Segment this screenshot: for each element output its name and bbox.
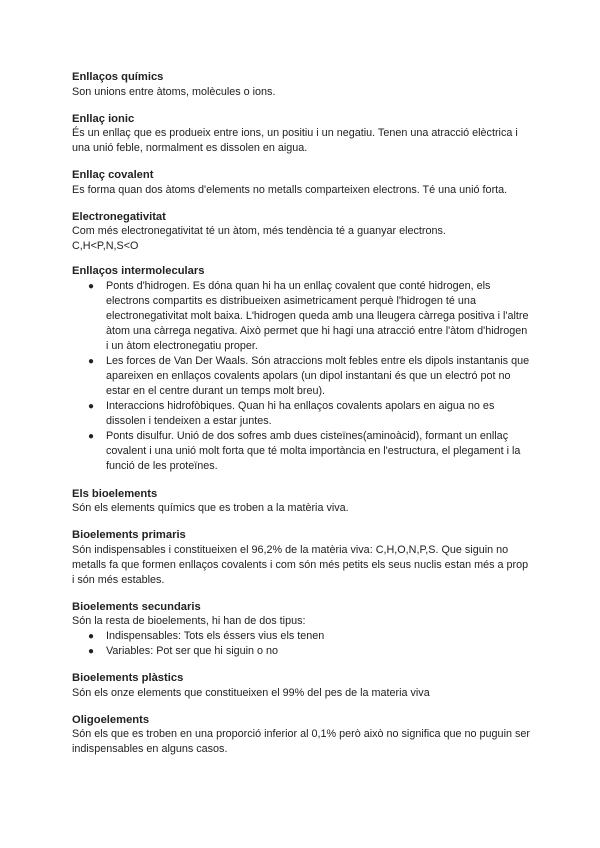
section-bioelements-secundaris: [72, 600, 532, 660]
section-heading: Electronegativitat: [72, 210, 166, 223]
bullet-icon: ●: [88, 430, 95, 442]
section-heading: Bioelements plàstics: [72, 672, 184, 684]
section-text: Són els elements químics que es troben a la matèria viva.: [72, 502, 349, 514]
list-item: [86, 279, 532, 354]
section-heading: Enllaços intermoleculars: [72, 265, 205, 277]
bullet-icon: ●: [88, 280, 95, 292]
list-item-text: Interaccions hidrofòbiques. Quan hi ha enllaços covalents apolars en aigua no es dissolen i tendeixen a estar juntes.: [106, 399, 495, 427]
list-item: [86, 399, 532, 429]
section-heading: Enllaç ionic: [72, 112, 135, 125]
list-item: [86, 629, 532, 644]
bullet-icon: ●: [88, 400, 95, 412]
section-text: Són els que es troben en una proporció inferior al 0,1% però això no significa que no puguin ser indispensables en alguns casos.: [72, 728, 530, 755]
section-enllacos-quimics: [72, 70, 532, 100]
list-item-text: Ponts disulfur. Unió de dos sofres amb dues cisteïnes(aminoàcid), formant un enllaç covalent i una unió molt forta que té molta importància en l'estructura, el plegament i la funció de les proteïnes.: [106, 429, 521, 472]
list-item: [86, 429, 532, 474]
list-item-text: Ponts d'hidrogen. Es dóna quan hi ha un enllaç covalent que conté hidrogen, els electrons compartits es distribueixen asimetricament perquè l'hidrogen té una electronegativitat molt baixa. L'hidrogen queda amb una lleugera càrrega positiva i l'altre àtom una càrrega negativa. Això permet que hi hagi una atracció entre l'àtom d'hidrogen i un àtom electronegatiu proper.: [106, 279, 529, 352]
section-text: Com més electronegativitat té un àtom, més tendència té a guanyar electrons.: [72, 225, 446, 237]
section-bioelements-primaris: [72, 528, 532, 588]
section-heading: Bioelements primaris: [72, 529, 186, 541]
section-enllac-covalent: [72, 168, 532, 198]
section-text: Són indispensables i constitueixen el 96,2% de la matèria viva: C,H,O,N,P,S. Que siguin no metalls fa que formen enllaços covalents i com són més petits els seus nuclis estan més a prop i són més estables.: [72, 543, 529, 586]
bullet-list: [72, 629, 532, 659]
section-oligoelements: [72, 713, 532, 758]
section-heading: Oligoelements: [72, 713, 150, 726]
list-item: [86, 354, 532, 399]
section-heading: Els bioelements: [72, 487, 158, 500]
section-electronegativitat: [72, 210, 532, 255]
section-bioelements-plastics: [72, 671, 532, 701]
section-text: Són els onze elements que constitueixen el 99% del pes de la materia viva: [72, 686, 430, 699]
section-text: Són la resta de bioelements, hi han de dos tipus:: [72, 615, 306, 627]
list-item-text: Les forces de Van Der Waals. Són atraccions molt febles entre els dipols instantanis que apareixen en enllaços covalents apolars (un dipol instantani és que un electró pot no estar en el centre durant un temps molt breu).: [106, 354, 530, 397]
section-enllac-ionic: [72, 112, 532, 157]
section-enllacos-intermoleculars: [72, 264, 532, 474]
list-item-text: Indispensables: Tots els éssers vius els tenen: [106, 630, 325, 642]
electronegativity-order: C,H<P,N,S<O: [72, 240, 139, 252]
section-heading: Enllaços químics: [72, 71, 164, 83]
section-heading: Enllaç covalent: [72, 169, 154, 181]
document-page: [72, 70, 532, 769]
section-text: Son unions entre àtoms, molècules o ions.: [72, 85, 276, 98]
bullet-list: [72, 279, 532, 474]
section-heading: Bioelements secundaris: [72, 600, 201, 613]
section-text: És un enllaç que es produeix entre ions, un positiu i un negatiu. Tenen una atracció elèctrica i una unió feble, normalment es dissolen en aigua.: [72, 127, 518, 154]
section-els-bioelements: [72, 487, 532, 517]
bullet-icon: ●: [88, 631, 95, 642]
list-item: [86, 644, 532, 659]
bullet-icon: ●: [88, 355, 95, 367]
list-item-text: Variables: Pot ser que hi siguin o no: [106, 645, 279, 657]
section-text: Es forma quan dos àtoms d'elements no metalls comparteixen electrons. Té una unió forta.: [72, 183, 508, 196]
bullet-icon: ●: [88, 646, 95, 657]
